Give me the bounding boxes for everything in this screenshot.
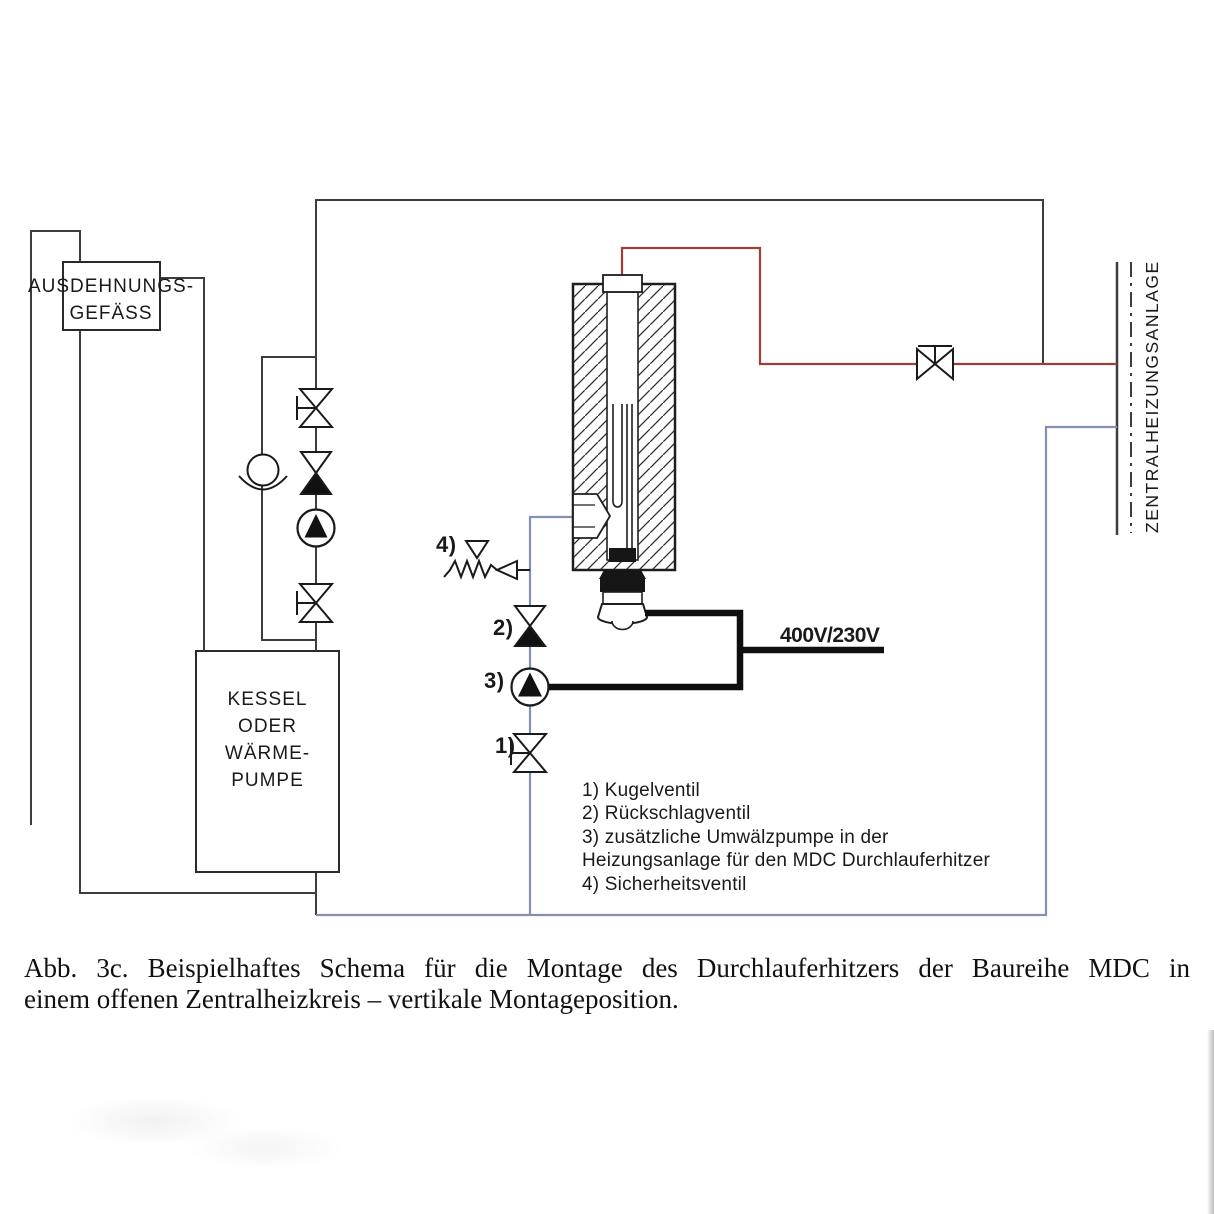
gauge-icon bbox=[239, 455, 287, 490]
legend-item-3b: Heizungsanlage für den MDC Durchlauferhitzer bbox=[582, 850, 990, 872]
figure-caption bbox=[24, 953, 1190, 1015]
callout-3: 3) bbox=[484, 668, 505, 693]
scan-edge-artifact bbox=[1207, 1030, 1214, 1214]
check-valve-icon bbox=[515, 606, 545, 646]
expansion-vessel-label-line2: GEFÄSS bbox=[69, 303, 153, 324]
legend-item-3: 3) zusätzliche Umwälzpumpe in der bbox=[582, 826, 889, 848]
water-heater-icon bbox=[573, 275, 675, 630]
legend-item-2: 2) Rückschlagventil bbox=[582, 803, 751, 825]
boiler-label-line1: KESSEL bbox=[227, 689, 308, 710]
callout-4: 4) bbox=[436, 532, 457, 557]
callout-1: 1) bbox=[495, 733, 516, 758]
boiler-label bbox=[196, 686, 339, 794]
expansion-vessel-label bbox=[21, 273, 201, 327]
check-valve-icon bbox=[301, 452, 331, 494]
scan-smudge bbox=[70, 1085, 350, 1175]
shutoff-valve-icon bbox=[917, 346, 953, 379]
pipe-supply-main bbox=[316, 200, 1043, 651]
legend bbox=[582, 779, 990, 896]
ball-valve-icon bbox=[297, 584, 332, 622]
pipe-vessel-to-boiler bbox=[160, 278, 204, 651]
voltage-label: 400V/230V bbox=[780, 624, 880, 647]
pipe-heater-feed bbox=[530, 517, 573, 915]
heater-electrical-bell bbox=[598, 604, 647, 624]
ball-valve-icon bbox=[511, 734, 546, 772]
boiler-label-line3: WÄRME- bbox=[224, 743, 311, 764]
legend-item-4: 4) Sicherheitsventil bbox=[582, 873, 747, 895]
pump-icon bbox=[512, 669, 549, 706]
expansion-vessel-label-line1: AUSDEHNUNGS- bbox=[27, 276, 195, 297]
boiler-label-line4: PUMPE bbox=[231, 770, 304, 791]
boiler-label-line2: ODER bbox=[238, 716, 297, 737]
ball-valve-icon bbox=[297, 389, 332, 427]
cable-heater-to-pump bbox=[549, 613, 740, 687]
caption-line2: einem offenen Zentralheizkreis – vertikale Montageposition. bbox=[24, 984, 679, 1014]
central-heating-label: ZENTRALHEIZUNGSANLAGE bbox=[1142, 260, 1162, 533]
pump-icon bbox=[298, 510, 335, 547]
callout-2: 2) bbox=[493, 615, 514, 640]
safety-valve-icon bbox=[444, 541, 530, 579]
caption-line1: Abb. 3c. Beispielhaftes Schema für die Montage des Durchlauferhitzers der Baureihe MDC in bbox=[24, 953, 1190, 983]
legend-item-1: 1) Kugelventil bbox=[582, 780, 700, 801]
